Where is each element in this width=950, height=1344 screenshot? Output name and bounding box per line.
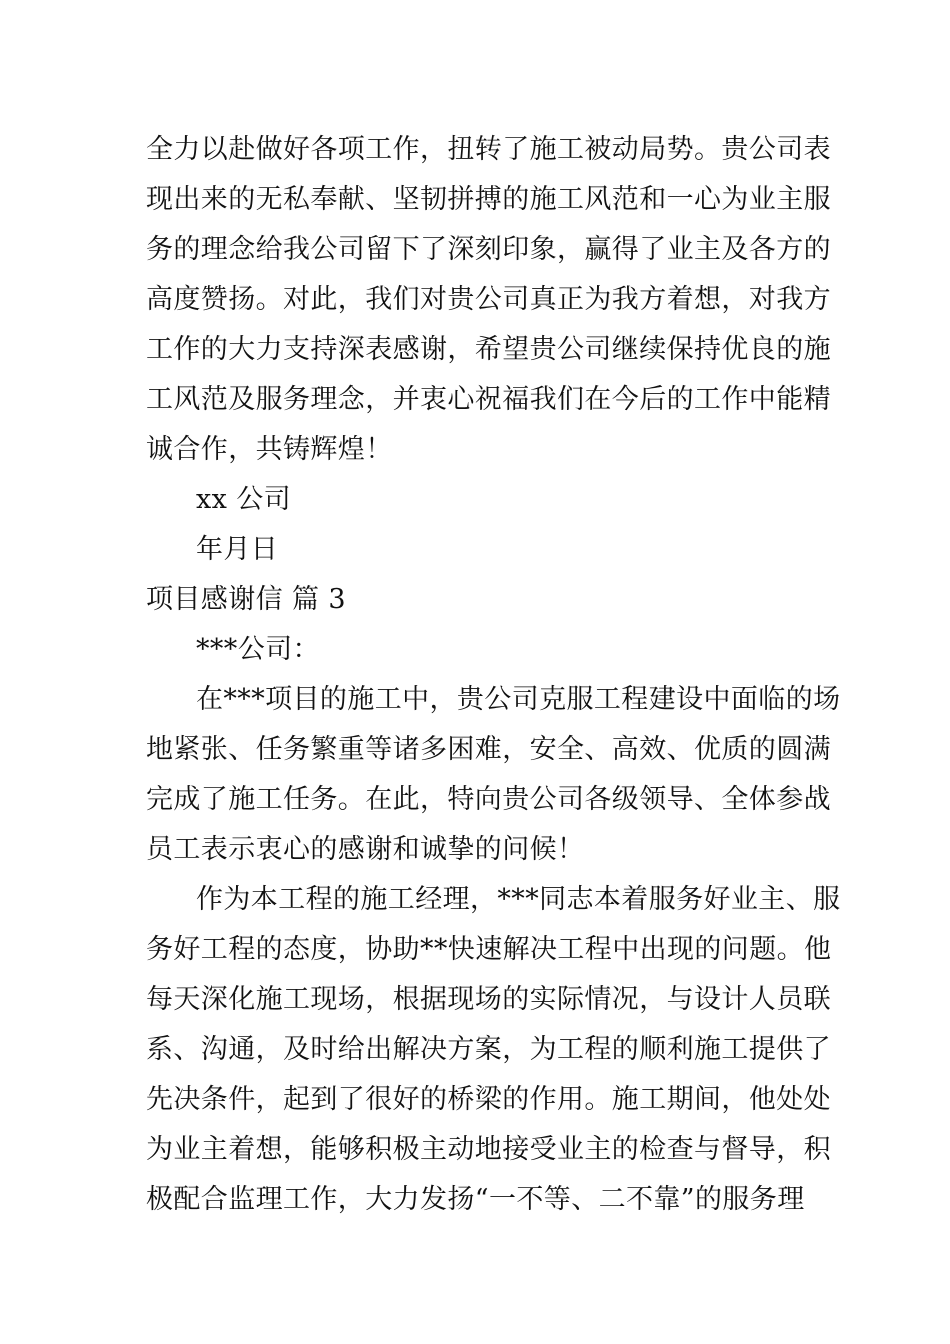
- paragraph-line: 每天深化施工现场，根据现场的实际情况，与设计人员联: [146, 984, 831, 1015]
- paragraph-line: 地紧张、任务繁重等诸多困难，安全、高效、优质的圆满: [146, 734, 831, 765]
- paragraph-line: 现出来的无私奉献、坚韧拼搏的施工风范和一心为业主服: [146, 184, 831, 215]
- section-title: 项目感谢信 篇 3: [146, 584, 346, 615]
- paragraph-line: 作为本工程的施工经理，***同志本着服务好业主、服: [196, 884, 841, 915]
- paragraph-line: 极配合监理工作，大力发扬“一不等、二不靠”的服务理: [146, 1184, 805, 1215]
- paragraph-line: 员工表示衷心的感谢和诚挚的问候！: [146, 834, 585, 865]
- paragraph-line: 工风范及服务理念，并衷心祝福我们在今后的工作中能精: [146, 384, 831, 415]
- paragraph-line: 全力以赴做好各项工作，扭转了施工被动局势。贵公司表: [146, 134, 831, 165]
- paragraph-line: 先决条件，起到了很好的桥梁的作用。施工期间，他处处: [146, 1084, 831, 1115]
- paragraph-line: 在***项目的施工中，贵公司克服工程建设中面临的场: [196, 684, 841, 715]
- paragraph-line: 为业主着想，能够积极主动地接受业主的检查与督导，积: [146, 1134, 831, 1165]
- signature-date: 年月日: [196, 534, 279, 565]
- paragraph-line: 务好工程的态度，协助**快速解决工程中出现的问题。他: [146, 934, 832, 965]
- paragraph-line: 系、沟通，及时给出解决方案，为工程的顺利施工提供了: [146, 1034, 831, 1065]
- paragraph-line: 诚合作，共铸辉煌！: [146, 434, 393, 465]
- salutation: ***公司：: [196, 634, 320, 665]
- paragraph-line: 高度赞扬。对此，我们对贵公司真正为我方着想，对我方: [146, 284, 831, 315]
- paragraph-line: 完成了施工任务。在此，特向贵公司各级领导、全体参战: [146, 784, 831, 815]
- paragraph-line: 工作的大力支持深表感谢，希望贵公司继续保持优良的施: [146, 334, 831, 365]
- paragraph-line: 务的理念给我公司留下了深刻印象，赢得了业主及各方的: [146, 234, 831, 265]
- signature-company: xx 公司: [196, 484, 292, 515]
